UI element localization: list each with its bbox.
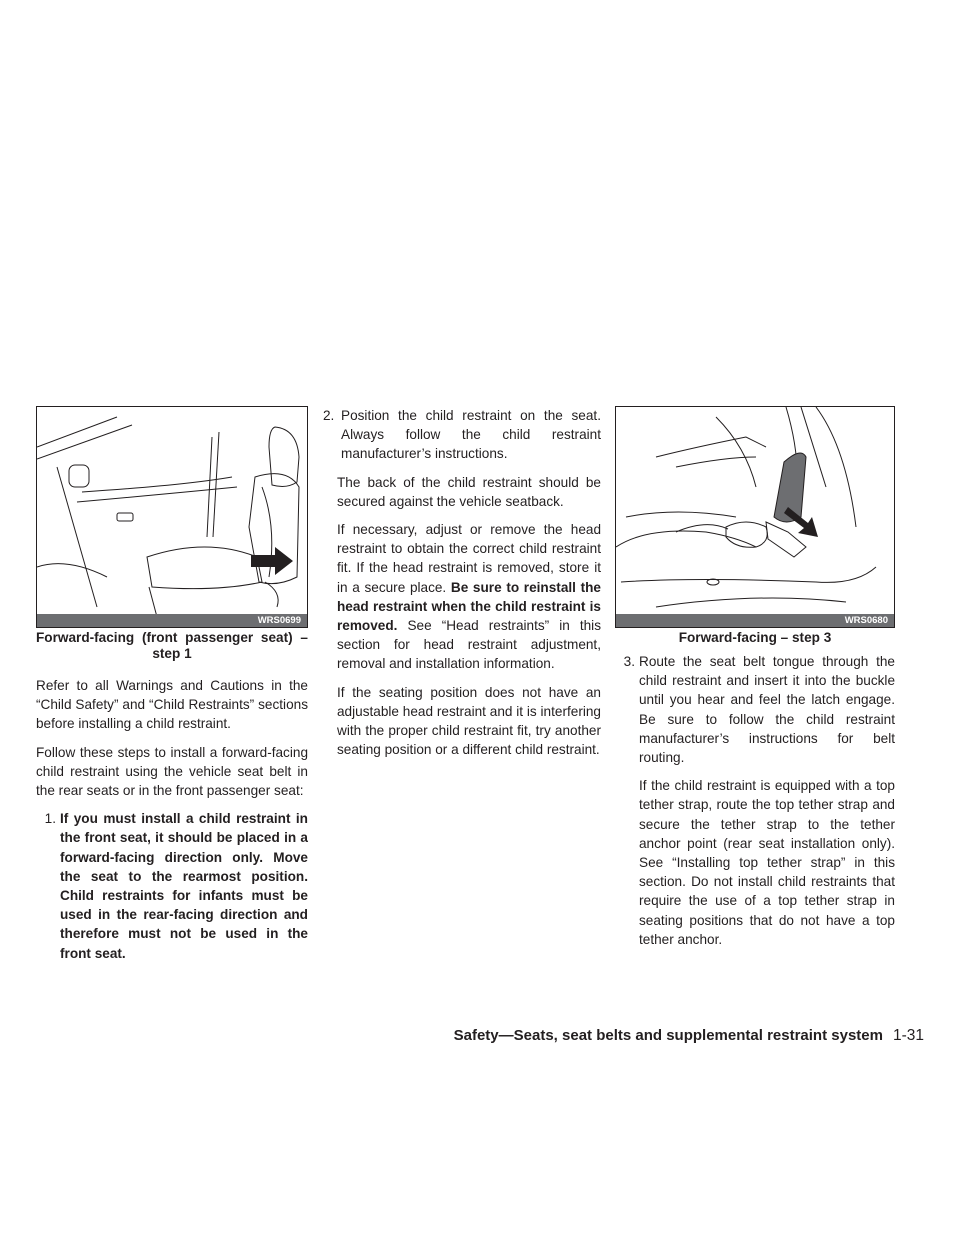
step-text: Route the seat belt tongue through the child restraint and insert it into the buckle until you hear and feel the latch engage. Be sure to follow the child restraint manufacturer’s instructions for belt routing. <box>639 654 895 766</box>
paragraph: Refer to all Warnings and Cautions in the “Child Safety” and “Child Restraints” sections before installing a child restraint. <box>36 678 308 732</box>
column-2 <box>323 406 601 768</box>
figure-caption: Forward-facing (front passenger seat) – step 1 <box>36 630 308 661</box>
page-footer <box>454 1027 924 1045</box>
paragraph: If the child restraint is equipped with a top tether strap, route the top tether strap and secure the tether strap to the tether anchor point (rear seat installation only). See “Installing top tether strap” in this section. Do not install child restraints that require the use of a top tether strap in seating positions that do not have a top tether anchor. <box>639 778 895 947</box>
figure-front-seat <box>36 406 308 628</box>
figure-code: WRS0699 <box>37 614 307 627</box>
step-3 <box>615 652 895 767</box>
figure-code: WRS0680 <box>616 614 894 627</box>
figure-buckle <box>615 406 895 628</box>
step-1 <box>36 809 308 963</box>
paragraph: The back of the child restraint should be secured against the vehicle seatback. <box>337 474 601 509</box>
step-2 <box>323 406 601 464</box>
column-1 <box>36 406 308 972</box>
bold-text-run: Be sure to reinstall the head restraint when the child restraint is removed. <box>337 579 601 634</box>
step-text: Position the child restraint on the seat. Always follow the child restraint manufacturer’s instructions. <box>341 408 601 462</box>
page-number: 1-31 <box>892 1027 924 1044</box>
paragraph: Follow these steps to install a forward-facing child restraint using the vehicle seat belt in the rear seats or in the front passenger seat: <box>36 744 308 799</box>
figure-caption: Forward-facing – step 3 <box>678 630 832 645</box>
step-text: If you must install a child restraint in the front seat, it should be placed in a forward-facing direction only. Move the seat to the rearmost position. Child restraints for infants must be used in the rear-facing direction and therefore must not be used in the front seat. <box>60 811 308 961</box>
text-run: If necessary, adjust or remove the head restraint to obtain the correct child restraint fit. If the head restraint is removed, store it in a secure place. <box>337 522 601 595</box>
text-run: See “Head restraints” in this section for head restraint adjustment, removal and installation information. <box>337 618 601 672</box>
buckle-illustration <box>616 407 896 629</box>
paragraph <box>323 520 601 674</box>
step-number: 1. <box>44 811 56 827</box>
seat-illustration <box>37 407 309 629</box>
step-number: 2. <box>323 408 335 423</box>
step-number: 3. <box>623 654 635 669</box>
column-3 <box>615 406 895 958</box>
paragraph: If the seating position does not have an adjustable head restraint and it is interfering with the proper child restraint fit, try another seating position or a different child restraint. <box>337 684 601 758</box>
section-title: Safety—Seats, seat belts and supplemental restraint system <box>453 1027 883 1044</box>
